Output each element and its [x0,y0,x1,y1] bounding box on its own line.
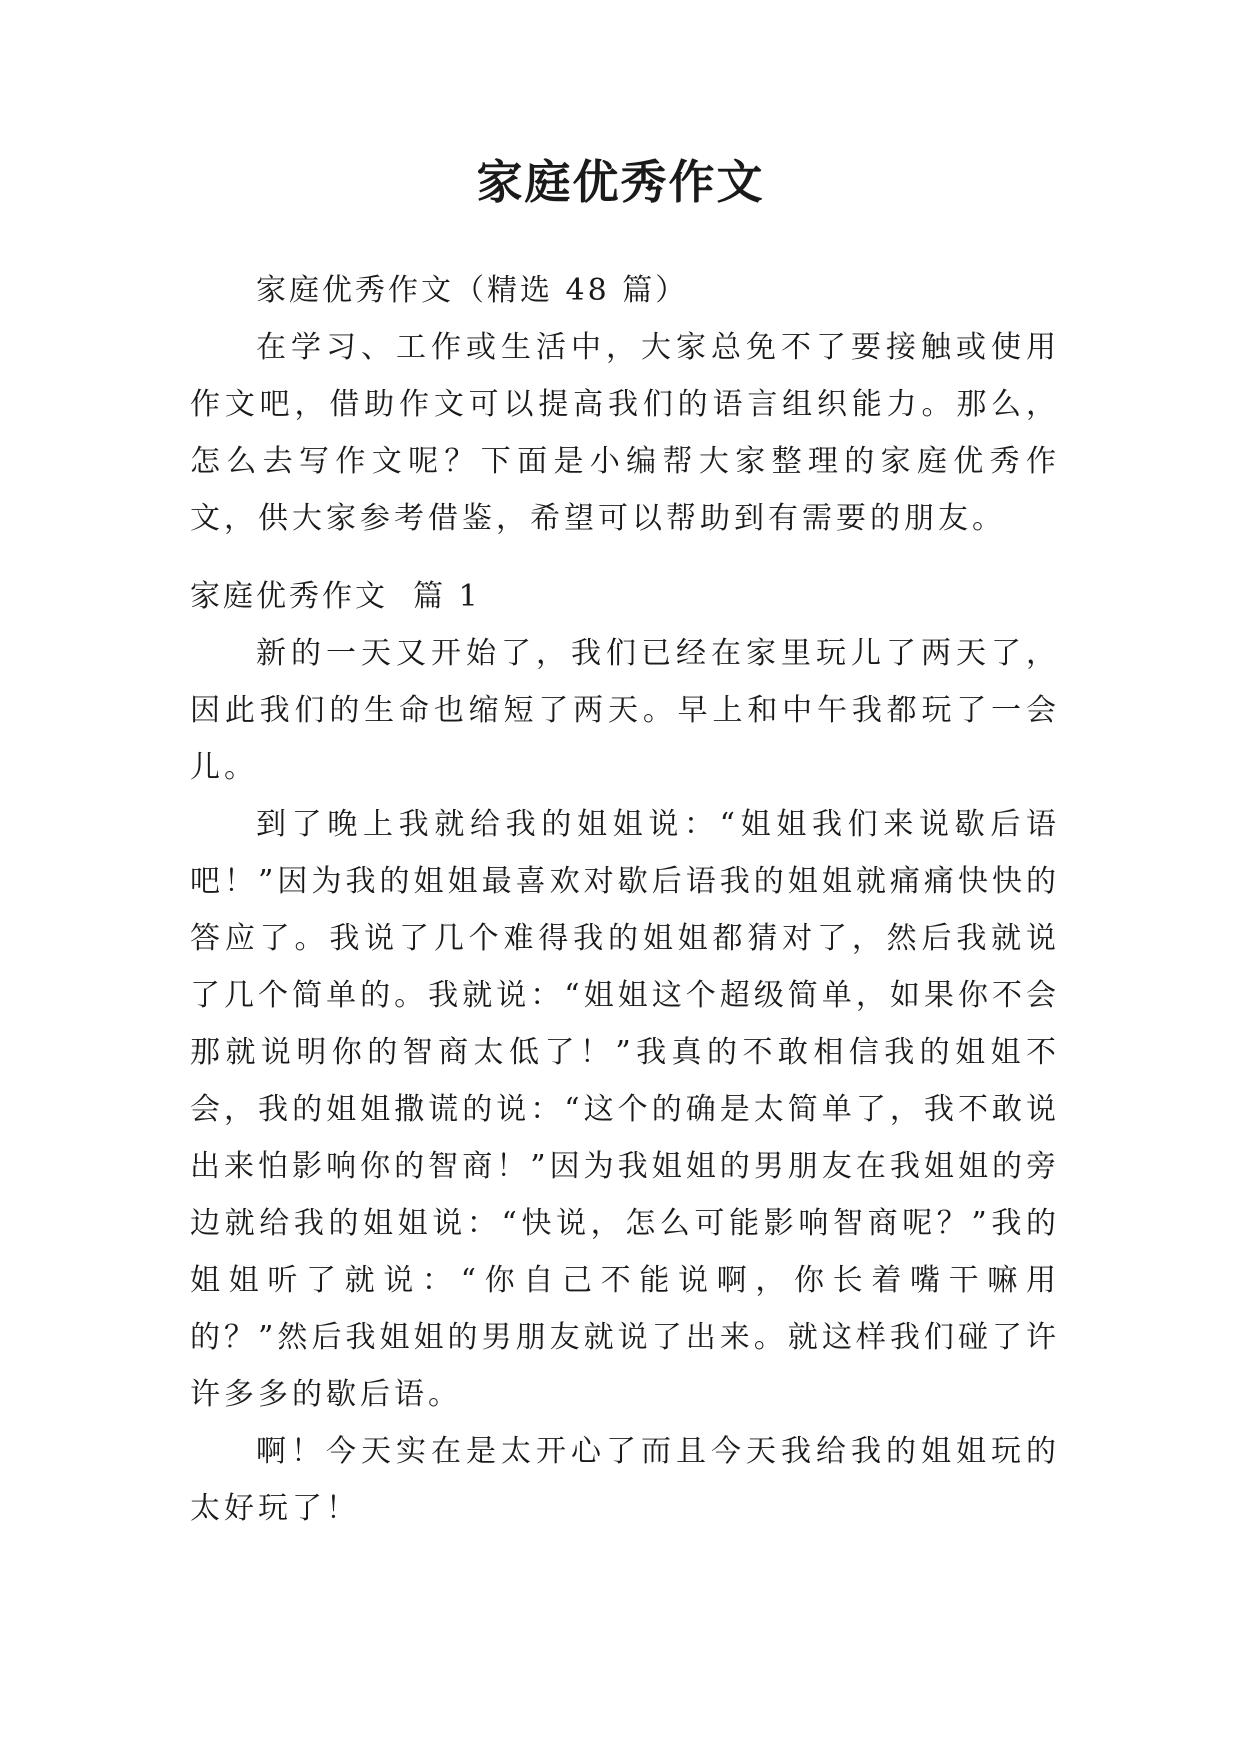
section-1 [190,568,1060,1537]
intro-subtitle: 家庭优秀作文（精选 48 篇） [256,273,689,308]
section-paragraph: 新的一天又开始了，我们已经在家里玩儿了两天了，因此我们的生命也缩短了两天。早上和中午我都玩了一会儿。 [190,636,1060,785]
section-paragraph: 啊！今天实在是太开心了而且今天我给我的姐姐玩的太好玩了！ [190,1434,1060,1526]
intro-paragraph: 在学习、工作或生活中，大家总免不了要接触或使用作文吧，借助作文可以提高我们的语言组织能力。那么，怎么去写作文呢？下面是小编帮大家整理的家庭优秀作文，供大家参考借鉴，希望可以帮助到有需要的朋友。 [190,330,1060,536]
document-title: 家庭优秀作文 [476,155,765,209]
section-paragraph: 到了晚上我就给我的姐姐说：“姐姐我们来说歇后语吧！”因为我的姐姐最喜欢对歇后语我的姐姐就痛痛快快的答应了。我说了几个难得我的姐姐都猜对了，然后我就说了几个简单的。我就说：“姐姐这个超级简单，如果你不会那就说明你的智商太低了！”我真的不敢相信我的姐姐不会，我的姐姐撒谎的说：“这个的确是太简单了，我不敢说出来怕影响你的智商！”因为我姐姐的男朋友在我姐姐的旁边就给我的姐姐说：“快说，怎么可能影响智商呢？”我的姐姐听了就说：“你自己不能说啊，你长着嘴干嘛用的？”然后我姐姐的男朋友就说了出来。就这样我们碰了许许多多的歇后语。 [190,807,1060,1412]
section-heading: 家庭优秀作文 篇 1 [190,579,481,614]
intro-block [190,262,1060,547]
